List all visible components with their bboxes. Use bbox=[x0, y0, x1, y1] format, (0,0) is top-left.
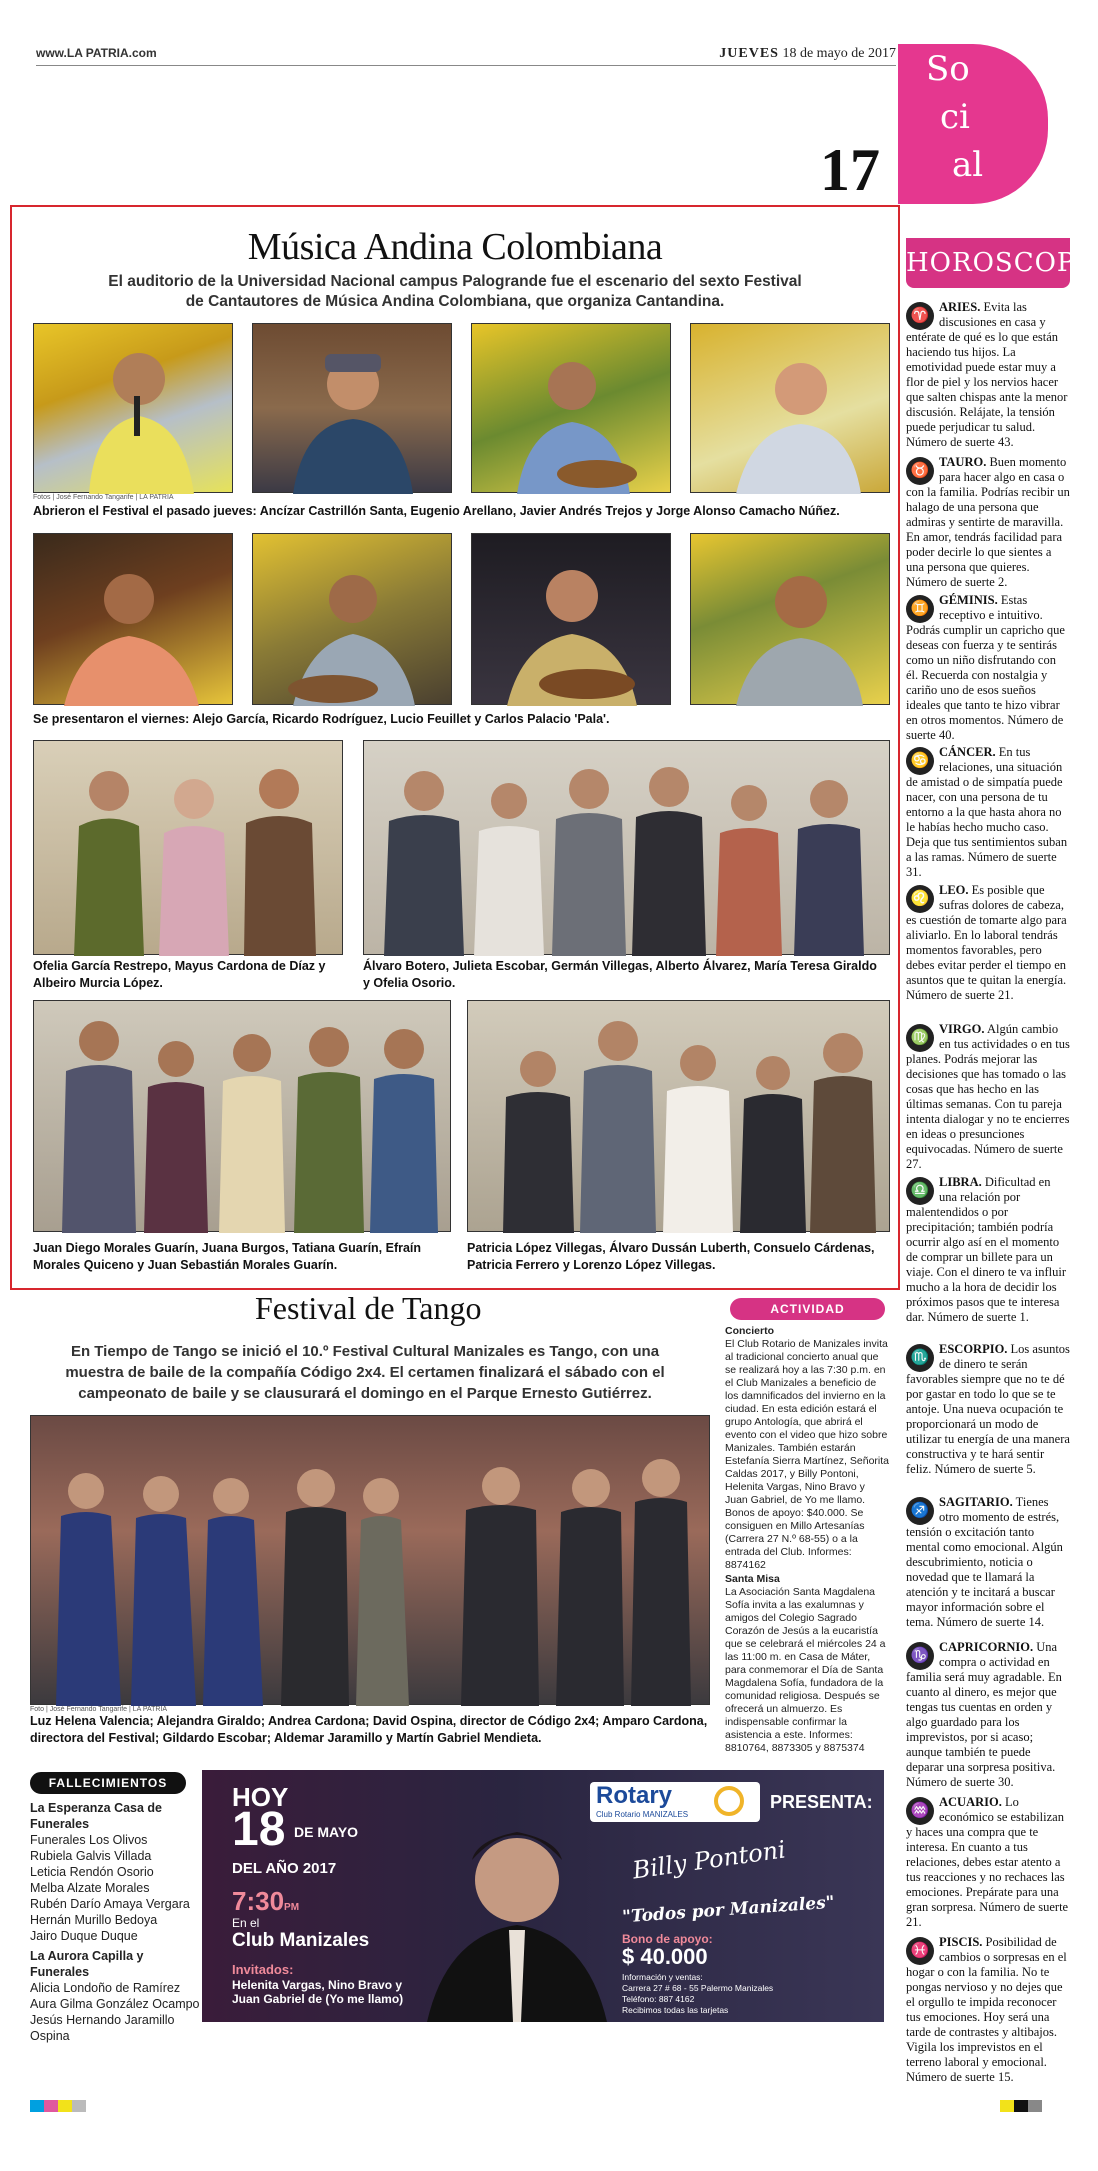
taurus-icon: ♉ bbox=[906, 457, 934, 485]
ad-slogan: "Todos por Manizales" bbox=[621, 1892, 836, 1928]
singer-figure bbox=[34, 534, 234, 706]
color-bar-gray-2 bbox=[1028, 2100, 1042, 2112]
actividad-header: ACTIVIDAD bbox=[730, 1298, 885, 1320]
caption-group-1: Ofelia García Restrepo, Mayus Cardona de Díaz y Albeiro Murcia López. bbox=[33, 959, 326, 990]
leo-icon: ♌ bbox=[906, 885, 934, 913]
singer-figure bbox=[472, 324, 672, 494]
singer-portrait bbox=[417, 1810, 617, 2022]
pisces-icon: ♓ bbox=[906, 1937, 934, 1965]
caption-group-4: Patricia López Villegas, Álvaro Dussán Luberth, Consuelo Cárdenas, Patricia Ferrero y Lorenzo López Villegas. bbox=[467, 1241, 875, 1272]
sagittarius-icon: ♐ bbox=[906, 1497, 934, 1525]
ad-en: En el bbox=[232, 1916, 260, 1930]
cancer-icon: ♋ bbox=[906, 747, 934, 775]
color-bar-gray bbox=[72, 2100, 86, 2112]
article-lead-tango: En Tiempo de Tango se inició el 10.º Festival Cultural Manizales es Tango, con una muestra de baile de la compañía Código 2x4. El certamen finalizará el sábado con el campeonato de baile y se clausurará el domingo en el Parque Ernesto Gutiérrez. bbox=[65, 1343, 665, 1402]
virgo-icon: ♍ bbox=[906, 1024, 934, 1052]
caption-jueves: Abrieron el Festival el pasado jueves: Ancízar Castrillón Santa, Eugenio Arellano, Javier Andrés Trejos y Jorge Alonso Camacho Núñez. bbox=[33, 504, 840, 518]
rotary-logo: Rotary bbox=[596, 1782, 673, 1809]
horoscope-piscis: ♓ PISCIS. Posibilidad de cambios o sorpresas en el hogar o con la familia. No te pongas nervioso y no dejes que el orgullo te impida reconocer tus emociones. Hoy será una tarde de contrastes y altibajos. Vigila los imprevistos en el terreno laboral y emocional. Número de suerte 15. bbox=[906, 1935, 1067, 2084]
color-bar-yellow-2 bbox=[1000, 2100, 1014, 2112]
color-bar-yellow bbox=[58, 2100, 72, 2112]
fallecimientos-list: La Esperanza Casa de Funerales Funerales Los Olivos Rubiela Galvis Villada Leticia Rendón Osorio Melba Alzate Morales Rubén Darío Amaya Vergara Hernán Murillo Bedoya Jairo Duque Duque La Aurora Capilla y Funerales Alicia Londoño de Ramírez Aura Gilma González Ocampo Jesús Hernando Jaramillo Ospina bbox=[30, 1801, 200, 2043]
caption-group-2: Álvaro Botero, Julieta Escobar, Germán Villegas, Alberto Álvarez, María Teresa Giraldo y Ofelia Osorio. bbox=[363, 959, 877, 990]
ad-info: Información y ventas: Carrera 27 # 68 - 55 Palermo Manizales Teléfono: 887 4162 Recibimos todas las tarjetas bbox=[622, 1972, 774, 2015]
photo-singer-5 bbox=[33, 533, 233, 705]
ad-club: Club Manizales bbox=[232, 1930, 370, 1951]
photo-singer-7 bbox=[471, 533, 671, 705]
article-title-tango: Festival de Tango bbox=[255, 1290, 482, 1326]
caption-group-3: Juan Diego Morales Guarín, Juana Burgos, Tatiana Guarín, Efraín Morales Quiceno y Juan Sebastián Morales Guarín. bbox=[33, 1241, 422, 1272]
photo-singer-6 bbox=[252, 533, 452, 705]
article-lead-musica: El auditorio de la Universidad Nacional campus Palogrande fue el escenario del sexto Festival de Cantautores de Música Andina Colombiana, que organiza Cantandina. bbox=[108, 273, 802, 310]
singer-figure bbox=[253, 534, 453, 706]
photo-singer-2 bbox=[252, 323, 452, 493]
group-figures bbox=[34, 1001, 452, 1233]
photo-singer-4 bbox=[690, 323, 890, 493]
page-header bbox=[36, 44, 896, 66]
article-title-musica: Música Andina Colombiana bbox=[247, 226, 663, 268]
singer-figure bbox=[472, 534, 672, 706]
horoscopo-header: HOROSCOPO bbox=[906, 238, 1070, 288]
singer-figure bbox=[691, 324, 891, 494]
group-figures bbox=[364, 741, 891, 956]
group-figures bbox=[34, 741, 344, 956]
photo-group-3 bbox=[33, 1000, 451, 1232]
section-badge: So ci al bbox=[898, 44, 1048, 204]
photo-group-2 bbox=[363, 740, 890, 955]
horoscope-tauro: ♉ TAURO. Buen momento para hacer algo en casa o con la familia. Podrías recibir un halago de una persona que admiras y sentirte de maravilla. En amor, tendrás facilidad para poder decirle lo que sientes a una persona que quieres. Número de suerte 2. bbox=[906, 455, 1070, 589]
photo-credit-tango: Foto | José Fernando Tangarife | LA PATRIA bbox=[30, 1706, 168, 1713]
photo-singer-1 bbox=[33, 323, 233, 493]
ad-hoy: HOY bbox=[232, 1782, 289, 1812]
capricorn-icon: ♑ bbox=[906, 1642, 934, 1670]
color-bar-black bbox=[1014, 2100, 1028, 2112]
photo-tango bbox=[30, 1415, 710, 1705]
photo-singer-8 bbox=[690, 533, 890, 705]
horoscope-escorpio: ♏ ESCORPIO. Los asuntos de dinero te serán favorables siempre que no te dé por gastar en todo lo que se te antoje. Una nueva ocupación te proporcionará un modo de utilizar tu energía de una manera constructiva y te hará sentir feliz. Número de suerte 5. bbox=[906, 1342, 1070, 1476]
rotary-wheel-icon bbox=[714, 1786, 744, 1816]
libra-icon: ♎ bbox=[906, 1177, 934, 1205]
aries-icon: ♈ bbox=[906, 302, 934, 330]
color-bar-cyan bbox=[30, 2100, 44, 2112]
horoscope-cancer: ♋ CÁNCER. En tus relaciones, una situación de amistad o de simpatía puede nacer, con una persona de tu entorno a la que hasta ahora no le habías hecho mucho caso. Deja que tus sentimientos suban a las ramas. Número de suerte 31. bbox=[906, 745, 1068, 879]
site-url[interactable]: www.LA PATRIA.com bbox=[36, 46, 157, 60]
singer-figure bbox=[34, 324, 234, 494]
page-number: 17 bbox=[820, 137, 880, 203]
horoscope-virgo: ♍ VIRGO. Algún cambio en tus actividades o en tus planes. Podrás mejorar las decisiones que has tomado o las cosas que has hecho en las últimas semanas. Con tu pareja intenta dialogar y no te encierres en ideas o presunciones equivocadas. Número de suerte 27. bbox=[906, 1022, 1070, 1171]
rotary-club: Club Rotario MANIZALES bbox=[596, 1810, 689, 1819]
actividad-concierto: Concierto El Club Rotario de Manizales invita al tradicional concierto anual que se realizará hoy a las 7:30 p.m. en el Club Manizales a beneficio de los damnificados del invierno en la ciudad. En esta edición estará el grupo Antología, que abrirá el evento con el video que hizo sobre Manizales. También estarán Estefanía Sierra Martínez, Señorita Caldas 2017, y Billy Pontoni, Helenita Vargas, Nino Bravo y Juan Gabriel, de Yo me llamo. Bonos de apoyo: $40.000. Se consiguen en Millo Artesanías (Carrera 27 N.º 68-55) o a la entrada del Club. Informes: 8874162 bbox=[725, 1325, 889, 1571]
rotary-concert-ad[interactable] bbox=[202, 1770, 884, 2022]
horoscope-geminis: ♊ GÉMINIS. Estas receptivo e intuitivo. Podrás cumplir un capricho que deseas con fuerza y te sentirás como un niño disfrutando con él. Recuerda con nostalgia y cariño uno de esos sueños ideales que tanto te hizo vibrar en otros momentos. Número de suerte 40. bbox=[906, 593, 1065, 742]
ad-bono-label: Bono de apoyo: bbox=[622, 1932, 713, 1946]
caption-viernes: Se presentaron el viernes: Alejo García, Ricardo Rodríguez, Lucio Feuillet y Carlos Palacio 'Pala'. bbox=[33, 712, 610, 726]
ad-year: DEL AÑO 2017 bbox=[232, 1860, 337, 1877]
ad-bono: $ 40.000 bbox=[622, 1944, 708, 1969]
horoscope-capricornio: ♑ CAPRICORNIO. Una compra o actividad en familia será muy agradable. En cuanto al dinero, es mejor que tengas tus cuentas en orden y algo guardado para los imprevistos, por si acaso; aunque también te puede deparar una sorpresa positiva. Número de suerte 30. bbox=[906, 1640, 1062, 1789]
horoscope-aries: ♈ ARIES. Evita las discusiones en casa y entérate de qué es lo que están haciendo tus hijos. La emotividad puede estar muy a flor de piel y los nervios hacer que salten chispas ante la menor discusión. Relájate, la tensión puede perjudicar tu salud. Número de suerte 43. bbox=[906, 300, 1068, 449]
photo-group-1 bbox=[33, 740, 343, 955]
ad-invitados-label: Invitados: bbox=[232, 1962, 294, 1977]
horoscope-sagitario: ♐ SAGITARIO. Tienes otro momento de estrés, tensión o excitación tanto mental como emocional. Algún descubrimiento, noticia o novedad que te llamará la atención y te incitará a buscar mayor información sobre el tema. Número de suerte 14. bbox=[906, 1495, 1063, 1629]
singer-figure bbox=[253, 324, 453, 494]
ad-signature: Billy Pontoni bbox=[630, 1835, 788, 1885]
photo-singer-3 bbox=[471, 323, 671, 493]
ad-day: 18 bbox=[232, 1803, 286, 1856]
ad-invitados: Helenita Vargas, Nino Bravo y Juan Gabriel de (Yo me llamo) bbox=[232, 1978, 404, 2006]
photo-credit: Fotos | José Fernando Tangarife | LA PATRIA bbox=[33, 494, 174, 501]
horoscope-acuario: ♒ ACUARIO. Lo económico se estabilizan y haces una compra que te interesa. En cuanto a tus relaciones, debes estar atento a tus reacciones y no rechaces las emociones. Prepárate para una gran sorpresa. Número de suerte 21. bbox=[906, 1795, 1069, 1929]
caption-tango: Luz Helena Valencia; Alejandra Giraldo; Andrea Cardona; David Ospina, director de Código 2x4; Amparo Cardona, directora del Festival; Gildardo Escobar; Aldemar Jaramillo y Martín Gabriel Mendieta. bbox=[30, 1714, 708, 1745]
edition-date: JUEVES 18 de mayo de 2017 bbox=[719, 46, 896, 61]
gemini-icon: ♊ bbox=[906, 595, 934, 623]
horoscope-libra: ♎ LIBRA. Dificultad en una relación por malentendidos o por precipitación; también podría ocurrir algo así en el momento de comprar un billete para un viaje. Con el dinero te va influir mucho a la hora de decidir los próximos pasos que te interesa dar. Número de suerte 1. bbox=[906, 1175, 1067, 1324]
color-bar-magenta bbox=[44, 2100, 58, 2112]
tango-group-figures bbox=[31, 1416, 711, 1706]
ad-month: DE MAYO bbox=[294, 1824, 359, 1840]
horoscope-leo: ♌ LEO. Es posible que sufras dolores de cabeza, es cuestión de tomarte algo para aliviarlo. En lo laboral tendrás momentos favorables, pero debes evitar perder el tiempo en asuntos que te quitan la energía. Número de suerte 21. bbox=[906, 883, 1067, 1002]
singer-figure bbox=[691, 534, 891, 706]
group-figures bbox=[468, 1001, 891, 1233]
aquarius-icon: ♒ bbox=[906, 1797, 934, 1825]
ad-time: 7:30PM bbox=[232, 1886, 300, 1916]
ad-presenta: PRESENTA: bbox=[770, 1792, 873, 1812]
photo-group-4 bbox=[467, 1000, 890, 1232]
scorpio-icon: ♏ bbox=[906, 1344, 934, 1372]
fallecimientos-header: FALLECIMIENTOS bbox=[30, 1772, 186, 1794]
actividad-misa: Santa Misa La Asociación Santa Magdalena Sofía invita a las exalumnas y amigos del Colegio Sagrado Corazón de Jesús a la eucaristía que se celebrará el miércoles 24 a las 11:00 m. en Casa de Máter, para conmemorar el Día de Santa Magdalena Sofía, fundadora de la comunidad religiosa. Después se ofrecerá un almuerzo. Es indispensable confirmar la asistencia a este. Informes: 8810764, 8873305 y 8875374 bbox=[725, 1573, 886, 1754]
